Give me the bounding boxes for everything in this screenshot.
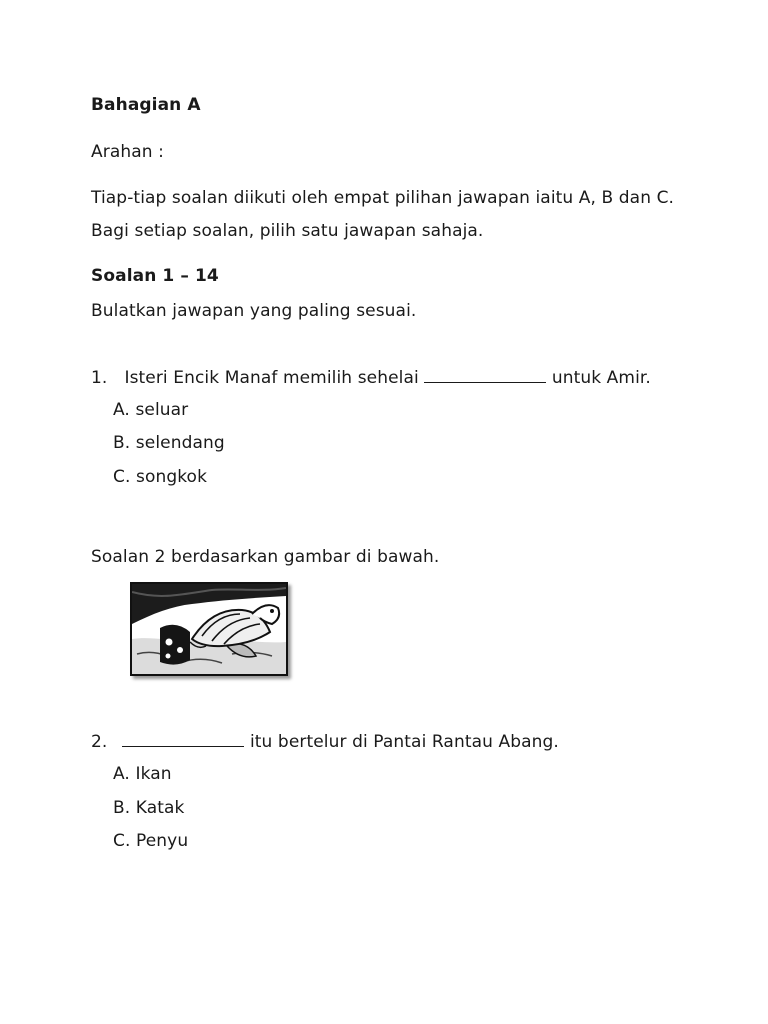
answer-blank xyxy=(122,732,244,747)
question-2-intro: Soalan 2 berdasarkan gambar di bawah. xyxy=(91,547,440,567)
question-text-after: untuk Amir. xyxy=(551,368,651,388)
answer-blank xyxy=(424,368,546,383)
option-text: songkok xyxy=(136,467,208,487)
option-text: Penyu xyxy=(136,831,189,851)
answer-instruction: Bulatkan jawapan yang paling sesuai. xyxy=(91,301,417,321)
question-number: 2. xyxy=(91,732,108,752)
q2-option-c[interactable] xyxy=(113,830,188,852)
question-1 xyxy=(91,367,651,389)
option-letter: B. xyxy=(113,433,131,453)
question-text-after: itu bertelur di Pantai Rantau Abang. xyxy=(249,732,559,752)
turtle-image xyxy=(130,582,288,676)
option-text: seluar xyxy=(135,400,189,420)
option-letter: A. xyxy=(113,400,130,420)
turtle-icon xyxy=(132,584,286,674)
question-text-before: Isteri Encik Manaf memilih sehelai xyxy=(124,368,419,388)
option-letter: C. xyxy=(113,831,131,851)
q2-option-b[interactable] xyxy=(113,797,185,819)
instruction-line-2: Bagi setiap soalan, pilih satu jawapan sahaja. xyxy=(91,221,484,241)
q1-option-a[interactable] xyxy=(113,399,188,421)
option-text: Ikan xyxy=(135,764,172,784)
questions-range-heading: Soalan 1 – 14 xyxy=(91,266,219,286)
q2-option-a[interactable] xyxy=(113,763,172,785)
option-text: Katak xyxy=(135,798,185,818)
option-letter: B. xyxy=(113,798,131,818)
q1-option-c[interactable] xyxy=(113,466,207,488)
section-heading: Bahagian A xyxy=(91,95,201,115)
option-text: selendang xyxy=(135,433,225,453)
q1-option-b[interactable] xyxy=(113,432,225,454)
instruction-label: Arahan : xyxy=(91,142,164,162)
option-letter: A. xyxy=(113,764,130,784)
question-number: 1. xyxy=(91,368,108,388)
option-letter: C. xyxy=(113,467,131,487)
question-2 xyxy=(91,731,559,753)
instruction-line-1: Tiap-tiap soalan diikuti oleh empat pilihan jawapan iaitu A, B dan C. xyxy=(91,188,675,208)
